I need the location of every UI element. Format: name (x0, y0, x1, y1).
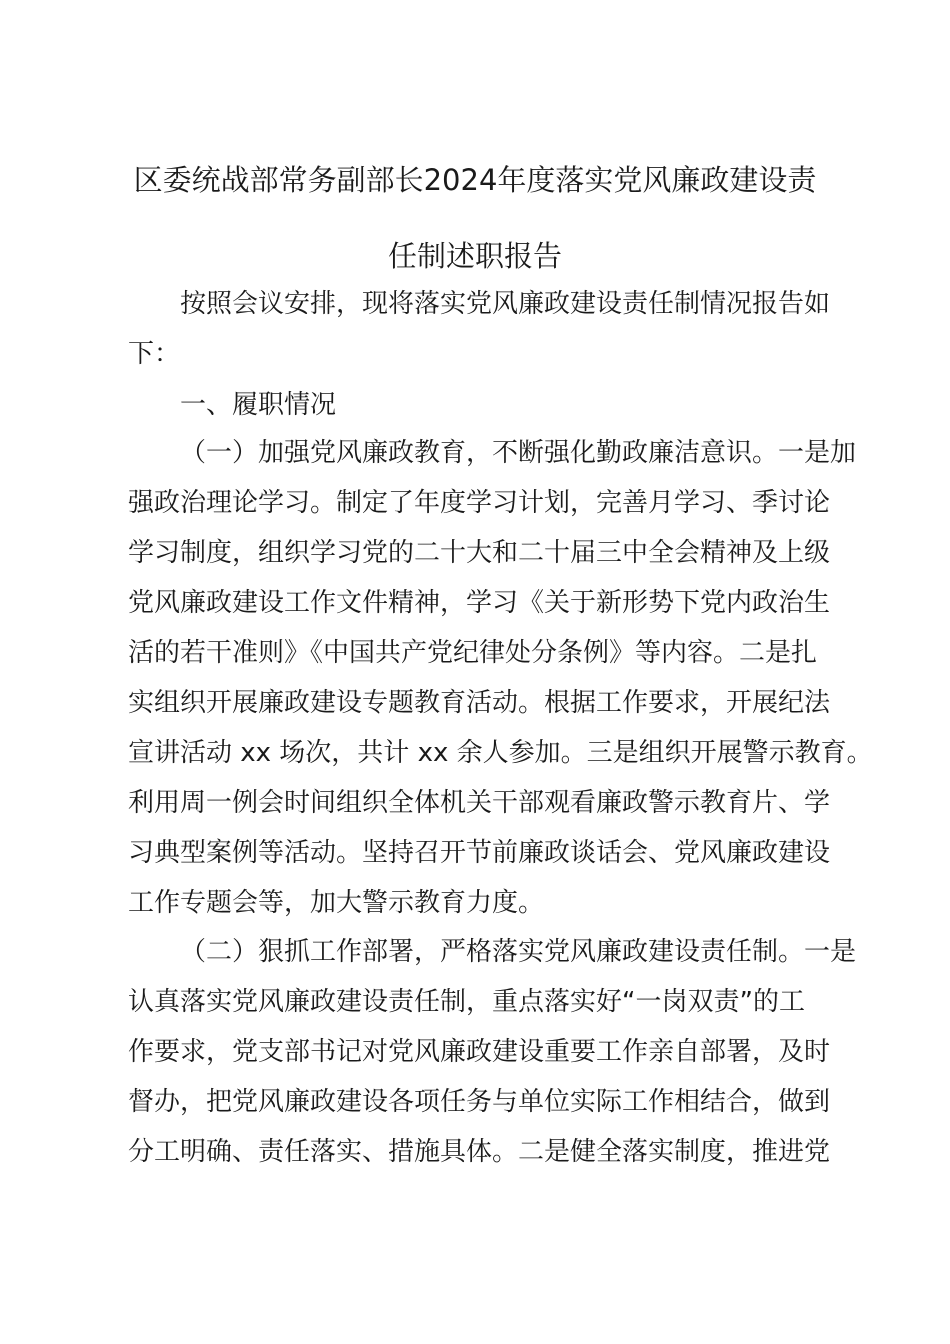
body-line: 活的若干准则》《中国共产党纪律处分条例》等内容。二是扎 (128, 638, 818, 668)
document-title-line-1: 区委统战部常务副部长2024年度落实党风廉政建设责 (133, 163, 817, 197)
body-line: （一）加强党风廉政教育，不断强化勤政廉洁意识。一是加 (180, 438, 857, 468)
body-line: 强政治理论学习。制定了年度学习计划，完善月学习、季讨论 (128, 488, 831, 518)
body-line: 习典型案例等活动。坚持召开节前廉政谈话会、党风廉政建设 (128, 838, 831, 868)
document-title-line-2: 任制述职报告 (387, 239, 562, 273)
body-line: 下： (128, 339, 181, 369)
body-line: 宣讲活动 xx 场次，共计 xx 余人参加。三是组织开展警示教育。 (128, 738, 873, 768)
body-line: 党风廉政建设工作文件精神，学习《关于新形势下党内政治生 (128, 588, 831, 618)
body-line: 工作专题会等，加大警示教育力度。 (128, 888, 545, 918)
section-heading: 一、履职情况 (180, 390, 337, 420)
body-line: 实组织开展廉政建设专题教育活动。根据工作要求，开展纪法 (128, 688, 831, 718)
body-line: （二）狠抓工作部署，严格落实党风廉政建设责任制。一是 (180, 937, 857, 967)
body-line: 分工明确、责任落实、措施具体。二是健全落实制度，推进党 (128, 1137, 831, 1167)
body-line: 利用周一例会时间组织全体机关干部观看廉政警示教育片、学 (128, 788, 831, 818)
body-line: 学习制度，组织学习党的二十大和二十届三中全会精神及上级 (128, 538, 831, 568)
body-line: 按照会议安排，现将落实党风廉政建设责任制情况报告如 (180, 289, 831, 319)
body-line: 督办，把党风廉政建设各项任务与单位实际工作相结合，做到 (128, 1087, 831, 1117)
body-line: 认真落实党风廉政建设责任制，重点落实好“一岗双责”的工 (128, 987, 805, 1017)
body-line: 作要求，党支部书记对党风廉政建设重要工作亲自部署，及时 (128, 1037, 831, 1067)
